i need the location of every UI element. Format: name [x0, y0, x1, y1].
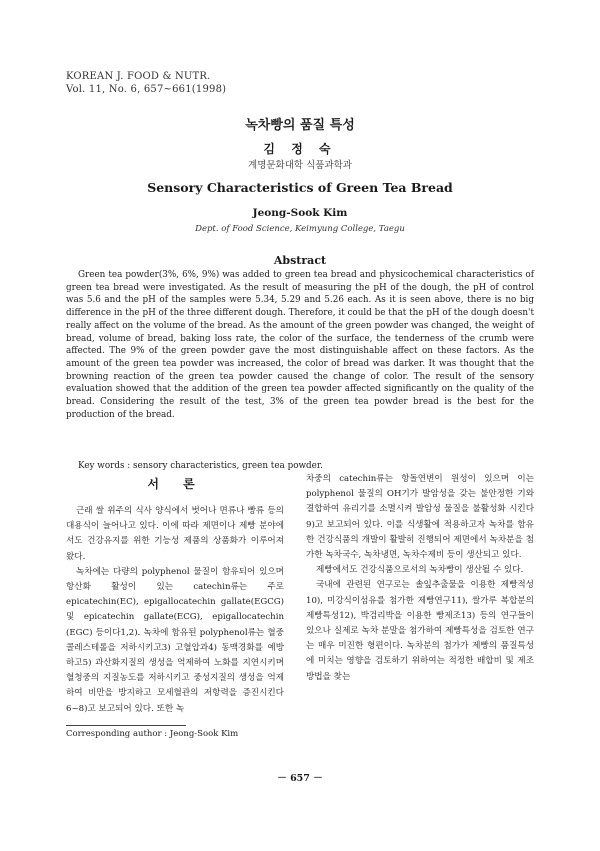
journal-volume: Vol. 11, No. 6, 657~661(1998): [66, 84, 227, 95]
english-affiliation: Dept. of Food Science, Keimyung College, Taegu: [195, 224, 405, 234]
korean-affiliation: 계명문화대학 식품과학과: [248, 160, 352, 171]
abstract-text: Green tea powder(3%, 6%, 9%) was added to green tea bread and physicochemical characteristics of green tea bread were investigated. As the result of measuring the pH of the dough, the pH of control was 5.6 and the pH of the samples were 5.34, 5.29 and 5.26 each. As it is seen above, there is no big difference in the pH of the three different dough. Therefore, it could be that the pH of the dough doesn't really affect on the volume of the bread. As the amount of the green powder was changed, the weight of bread, volume of bread, baking loss rate, the color of the surface, the tenderness of the crumb were affected. The 9% of the green powder gave the most distinguishable affect on these factors. As the amount of the green tea powder was increased, the color of bread was darker. It was thought that the browning reaction of the green tea powder caused the change of color. The result of the sensory evaluation showed that the addition of the green tea powder affected significantly on the quality of the bread. Considering the result of the test, 3% of the green tea powder bread is the best for the production of the bread.: [66, 270, 534, 420]
journal-name: KOREAN J. FOOD & NUTR.: [66, 71, 211, 82]
corresponding-author-footnote: Corresponding author : Jeong-Sook Kim: [66, 729, 239, 739]
footnote-divider: [66, 725, 186, 726]
body-paragraph: 녹차에는 다량의 polyphenol 물질이 함유되어 있으며 항산화 활성이 있는 catechin류는 주로 epicatechin(EC), epigallocatechin gallate(EGCG) 및 epicatechin gallate(ECG), epigallocatechin (EGC) 등이다1,2). 녹차에 함유된 polyphenol류는 혈중 콜레스테롤을 저하시키고3) 고혈압과4) 동맥경화를 예방하고5) 과산화지질의 생성을 억제하여 노화를 지연시키며 혈청중의 지질농도를 저하시키고 중성지질의 생성을 억제하여 비만을 방지하고 모세혈관의 저항력을 증진시킨다6~8)고 보고되어 있다. 또한 녹: [66, 566, 284, 714]
body-paragraph: 국내에 관련된 연구로는 솔잎추출물을 이용한 제빵적성10), 미강식이섬유를 첨가한 제빵연구11), 쌀가루 복합분의 제빵특성12), 박검리박을 이용한 빵제조13) 등의 연구들이 있으나 실제로 녹차 분말을 첨가하여 제빵특성을 검토한 연구는 매우 미진한 형편이다. 녹차분의 첨가가 제빵의 품질특성에 미치는 영향을 검토하기 위하여는 적정한 배합비 및 제조방법을 찾는: [306, 580, 534, 682]
body-paragraph: 차중의 catechin류는 항돌연변이 원성이 있으며 이는 polyphenol 물질의 OH기가 발암성을 갖는 불안정한 기와 결합하여 유리기를 소멸시켜 발암성 물질을 불활성화 시킨다9)고 보고되어 있다. 이를 식생활에 적용하고자 녹차를 함유한 건강식품의 개발이 활발히 진행되어 제면에서 녹차분을 첨가한 녹차국수, 녹차냉면, 녹차수제비 등이 생산되고 있다.: [306, 474, 534, 561]
section-heading-introduction: 서 론: [147, 477, 205, 491]
keywords: Key words : sensory characteristics, green tea powder.: [78, 461, 323, 471]
page-number: － 657 －: [277, 773, 323, 784]
english-title: Sensory Characteristics of Green Tea Bread: [147, 180, 453, 195]
body-column-left: [66, 504, 284, 717]
abstract-heading: Abstract: [273, 254, 327, 267]
english-author: Jeong-Sook Kim: [252, 207, 348, 219]
body-paragraph: 근래 쌀 위주의 식사 양식에서 벗어나 면류나 빵류 등의 대용식이 늘어나고 있다. 이에 따라 제면이나 제빵 분야에서도 건강유지를 위한 기능성 제품의 상품화가 이루어져 왔다.: [66, 506, 284, 562]
journal-citation: [66, 70, 226, 96]
korean-author: 김 정 숙: [263, 142, 337, 156]
korean-title: 녹차빵의 품질 특성: [245, 118, 355, 133]
body-paragraph: 제빵에서도 건강식품으로서의 녹차빵이 생산될 수 있다.: [316, 565, 524, 576]
body-column-right: [306, 472, 534, 685]
